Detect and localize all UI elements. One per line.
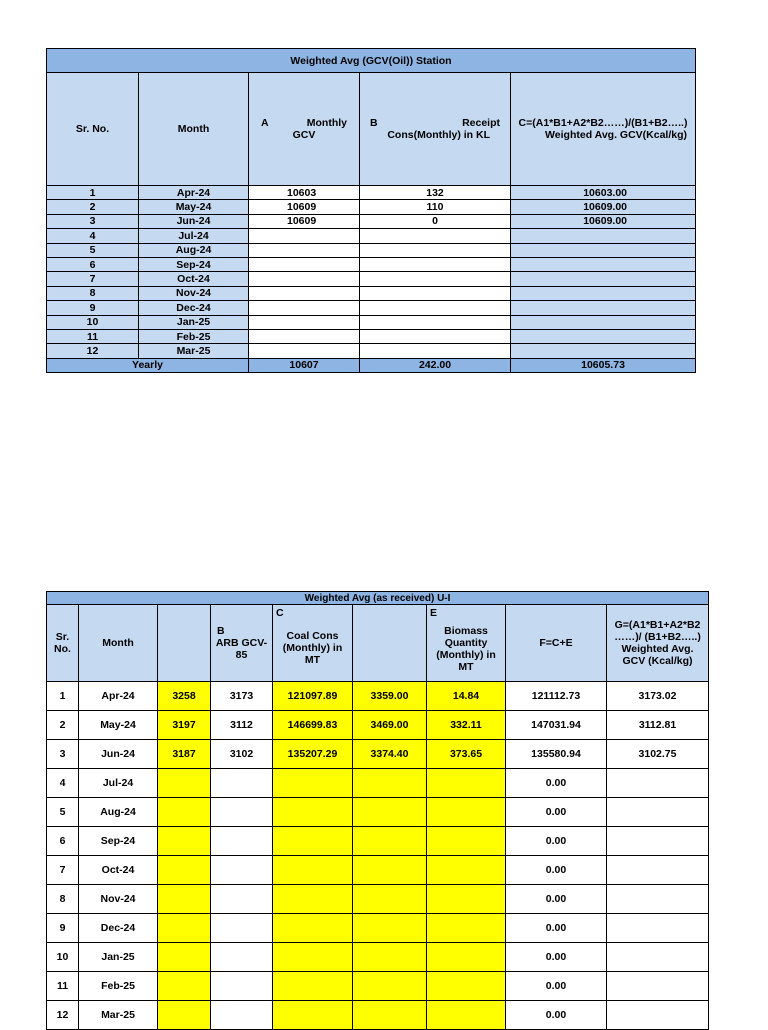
row-biomass (427, 914, 506, 943)
row-receipt-cons (360, 257, 511, 271)
row-coal-cons (273, 769, 353, 798)
coal-table-row (47, 914, 709, 943)
row-sr-no: 1 (47, 682, 79, 711)
header-b-text2: Cons(Monthly) in KL (387, 129, 490, 141)
row-weighted-avg (511, 229, 696, 243)
header-blank-d (353, 605, 427, 682)
row-biomass: 14.84 (427, 682, 506, 711)
row-weighted-avg: 10609.00 (511, 200, 696, 214)
row-coal-cons: 146699.83 (273, 711, 353, 740)
row-monthly-gcv (249, 344, 360, 358)
row-f-total: 0.00 (506, 798, 607, 827)
row-coal-cons (273, 798, 353, 827)
row-sr-no: 3 (47, 214, 139, 228)
row-coal-cons (273, 1001, 353, 1030)
row-monthly-gcv (249, 229, 360, 243)
row-coal-cons (273, 885, 353, 914)
row-f-total: 0.00 (506, 769, 607, 798)
row-col-a (158, 798, 211, 827)
row-receipt-cons (360, 272, 511, 286)
row-sr-no: 11 (47, 329, 139, 343)
row-sr-no: 2 (47, 200, 139, 214)
row-weighted-avg (607, 798, 709, 827)
oil-table-row (47, 315, 696, 329)
row-sr-no: 4 (47, 769, 79, 798)
oil-table-row (47, 257, 696, 271)
row-month: Jan-25 (79, 943, 158, 972)
row-col-d (353, 827, 427, 856)
oil-table-title: Weighted Avg (GCV(Oil)) Station (47, 49, 696, 73)
oil-table-row (47, 344, 696, 358)
coal-table-row (47, 943, 709, 972)
row-f-total: 147031.94 (506, 711, 607, 740)
coal-table-row (47, 885, 709, 914)
row-weighted-avg (607, 827, 709, 856)
row-receipt-cons (360, 344, 511, 358)
row-col-d: 3359.00 (353, 682, 427, 711)
row-biomass (427, 856, 506, 885)
row-f-total: 0.00 (506, 943, 607, 972)
header-monthly-gcv (249, 73, 360, 186)
oil-table-title-row (47, 49, 696, 73)
row-arb-gcv (211, 798, 273, 827)
header-a-text2: GCV (292, 129, 316, 141)
row-month: Jul-24 (139, 229, 249, 243)
row-month: Dec-24 (79, 914, 158, 943)
yearly-receipt-cons: 242.00 (360, 358, 511, 372)
header-biomass (427, 605, 506, 682)
row-receipt-cons (360, 315, 511, 329)
row-weighted-avg (511, 329, 696, 343)
row-weighted-avg: 3112.81 (607, 711, 709, 740)
row-sr-no: 8 (47, 885, 79, 914)
row-coal-cons (273, 914, 353, 943)
header-coal-cons (273, 605, 353, 682)
oil-table-row (47, 186, 696, 200)
row-f-total: 0.00 (506, 827, 607, 856)
row-weighted-avg (607, 769, 709, 798)
row-month: Dec-24 (139, 301, 249, 315)
row-monthly-gcv (249, 243, 360, 257)
row-arb-gcv: 3173 (211, 682, 273, 711)
header-b-letter: B (217, 625, 225, 637)
yearly-label: Yearly (47, 358, 249, 372)
row-biomass (427, 885, 506, 914)
row-f-total: 0.00 (506, 856, 607, 885)
oil-table-row (47, 301, 696, 315)
row-col-a: 3187 (158, 740, 211, 769)
row-sr-no: 11 (47, 972, 79, 1001)
header-sr-no: Sr. No. (47, 73, 139, 186)
row-coal-cons (273, 943, 353, 972)
header-month: Month (79, 605, 158, 682)
row-arb-gcv (211, 972, 273, 1001)
row-weighted-avg (607, 914, 709, 943)
row-weighted-avg: 10603.00 (511, 186, 696, 200)
row-sr-no: 10 (47, 315, 139, 329)
header-blank-a (158, 605, 211, 682)
row-weighted-avg (607, 856, 709, 885)
row-weighted-avg (511, 257, 696, 271)
row-receipt-cons: 0 (360, 214, 511, 228)
oil-table-row (47, 214, 696, 228)
row-monthly-gcv (249, 301, 360, 315)
header-weighted-avg (511, 73, 696, 186)
row-col-d: 3469.00 (353, 711, 427, 740)
row-biomass (427, 943, 506, 972)
row-arb-gcv (211, 769, 273, 798)
row-month: Mar-25 (79, 1001, 158, 1030)
row-weighted-avg: 3173.02 (607, 682, 709, 711)
row-sr-no: 3 (47, 740, 79, 769)
row-month: Nov-24 (79, 885, 158, 914)
row-monthly-gcv (249, 315, 360, 329)
row-coal-cons (273, 856, 353, 885)
row-col-d (353, 943, 427, 972)
row-month: Oct-24 (139, 272, 249, 286)
row-weighted-avg (511, 272, 696, 286)
row-month: Mar-25 (139, 344, 249, 358)
row-coal-cons (273, 972, 353, 1001)
row-weighted-avg: 3102.75 (607, 740, 709, 769)
row-f-total: 0.00 (506, 1001, 607, 1030)
row-col-d (353, 914, 427, 943)
coal-table-row (47, 856, 709, 885)
row-col-d (353, 1001, 427, 1030)
row-monthly-gcv (249, 286, 360, 300)
oil-table-row (47, 286, 696, 300)
row-month: Aug-24 (79, 798, 158, 827)
header-sr-no: Sr. No. (47, 605, 79, 682)
row-col-a (158, 827, 211, 856)
row-col-a (158, 972, 211, 1001)
row-arb-gcv: 3112 (211, 711, 273, 740)
oil-table-row (47, 243, 696, 257)
coal-table-row (47, 972, 709, 1001)
row-col-a (158, 943, 211, 972)
row-weighted-avg (511, 315, 696, 329)
row-arb-gcv (211, 943, 273, 972)
row-weighted-avg (511, 301, 696, 315)
oil-table-row (47, 200, 696, 214)
header-e-letter: E (430, 607, 438, 619)
row-biomass: 373.65 (427, 740, 506, 769)
row-receipt-cons: 110 (360, 200, 511, 214)
row-month: Jun-24 (79, 740, 158, 769)
row-col-d (353, 798, 427, 827)
row-col-a (158, 914, 211, 943)
row-month: Feb-25 (79, 972, 158, 1001)
row-monthly-gcv: 10609 (249, 214, 360, 228)
row-sr-no: 2 (47, 711, 79, 740)
row-col-a (158, 885, 211, 914)
oil-yearly-row (47, 358, 696, 372)
header-a-text: Monthly (306, 117, 347, 129)
row-sr-no: 10 (47, 943, 79, 972)
row-month: Jan-25 (139, 315, 249, 329)
header-b-letter: B (370, 117, 378, 129)
row-col-a: 3258 (158, 682, 211, 711)
row-month: Feb-25 (139, 329, 249, 343)
row-monthly-gcv (249, 257, 360, 271)
row-monthly-gcv: 10609 (249, 200, 360, 214)
row-col-a: 3197 (158, 711, 211, 740)
row-sr-no: 7 (47, 856, 79, 885)
row-weighted-avg (607, 972, 709, 1001)
row-biomass (427, 1001, 506, 1030)
row-receipt-cons: 132 (360, 186, 511, 200)
row-coal-cons: 135207.29 (273, 740, 353, 769)
row-sr-no: 12 (47, 1001, 79, 1030)
row-month: Sep-24 (139, 257, 249, 271)
coal-table-title: Weighted Avg (as received) U-I (47, 592, 709, 605)
header-g: G=(A1*B1+A2*B2 ……)/ (B1+B2…..) Weighted Avg. GCV (Kcal/kg) (607, 605, 709, 682)
row-coal-cons (273, 827, 353, 856)
row-biomass (427, 769, 506, 798)
row-f-total: 0.00 (506, 972, 607, 1001)
row-col-a (158, 769, 211, 798)
header-c-letter: C (276, 607, 284, 619)
header-c-text: C=(A1*B1+A2*B2……)/(B1+B2…..) (518, 117, 688, 129)
header-receipt-cons (360, 73, 511, 186)
row-monthly-gcv (249, 329, 360, 343)
row-sr-no: 6 (47, 827, 79, 856)
row-sr-no: 1 (47, 186, 139, 200)
row-col-d (353, 885, 427, 914)
row-weighted-avg (607, 1001, 709, 1030)
row-col-a (158, 856, 211, 885)
row-sr-no: 7 (47, 272, 139, 286)
oil-gcv-table (46, 48, 696, 373)
row-sr-no: 6 (47, 257, 139, 271)
row-arb-gcv: 3102 (211, 740, 273, 769)
coal-gcv-table (46, 591, 709, 1030)
coal-table-title-row (47, 592, 709, 605)
row-month: Sep-24 (79, 827, 158, 856)
oil-table-row (47, 272, 696, 286)
row-sr-no: 5 (47, 243, 139, 257)
row-biomass (427, 827, 506, 856)
row-sr-no: 5 (47, 798, 79, 827)
row-sr-no: 4 (47, 229, 139, 243)
row-f-total: 121112.73 (506, 682, 607, 711)
coal-table-row (47, 1001, 709, 1030)
row-col-d (353, 972, 427, 1001)
row-weighted-avg (511, 344, 696, 358)
coal-table-header-row (47, 605, 709, 682)
row-f-total: 0.00 (506, 885, 607, 914)
row-month: Oct-24 (79, 856, 158, 885)
row-col-d (353, 769, 427, 798)
row-month: Jun-24 (139, 214, 249, 228)
row-receipt-cons (360, 229, 511, 243)
row-arb-gcv (211, 827, 273, 856)
row-weighted-avg (511, 243, 696, 257)
row-col-a (158, 1001, 211, 1030)
coal-table-row (47, 769, 709, 798)
header-f: F=C+E (506, 605, 607, 682)
coal-table-row (47, 711, 709, 740)
oil-table-header-row (47, 73, 696, 186)
row-monthly-gcv: 10603 (249, 186, 360, 200)
row-sr-no: 8 (47, 286, 139, 300)
row-sr-no: 9 (47, 301, 139, 315)
row-biomass: 332.11 (427, 711, 506, 740)
coal-table-row (47, 682, 709, 711)
row-sr-no: 9 (47, 914, 79, 943)
row-col-d: 3374.40 (353, 740, 427, 769)
row-monthly-gcv (249, 272, 360, 286)
row-receipt-cons (360, 286, 511, 300)
yearly-monthly-gcv: 10607 (249, 358, 360, 372)
row-month: May-24 (139, 200, 249, 214)
header-b-text: ARB GCV-85 (215, 637, 268, 661)
row-weighted-avg: 10609.00 (511, 214, 696, 228)
row-month: Nov-24 (139, 286, 249, 300)
row-arb-gcv (211, 1001, 273, 1030)
header-month: Month (139, 73, 249, 186)
row-weighted-avg (511, 286, 696, 300)
header-arb-gcv (211, 605, 273, 682)
row-month: Apr-24 (139, 186, 249, 200)
row-f-total: 135580.94 (506, 740, 607, 769)
row-biomass (427, 972, 506, 1001)
header-b-text: Receipt (462, 117, 500, 129)
oil-table-row (47, 329, 696, 343)
coal-table-row (47, 740, 709, 769)
row-weighted-avg (607, 943, 709, 972)
header-e-text: Biomass Quantity (Monthly) in MT (436, 625, 496, 673)
row-col-d (353, 856, 427, 885)
row-weighted-avg (607, 885, 709, 914)
row-month: Aug-24 (139, 243, 249, 257)
header-c-text: Coal Cons (Monthly) in MT (282, 630, 343, 666)
row-arb-gcv (211, 885, 273, 914)
header-c-text2: Weighted Avg. GCV(Kcal/kg) (545, 129, 688, 141)
row-month: May-24 (79, 711, 158, 740)
oil-table-row (47, 229, 696, 243)
header-a-letter: A (261, 117, 269, 129)
coal-table-row (47, 798, 709, 827)
row-coal-cons: 121097.89 (273, 682, 353, 711)
row-receipt-cons (360, 329, 511, 343)
row-arb-gcv (211, 856, 273, 885)
row-arb-gcv (211, 914, 273, 943)
row-receipt-cons (360, 301, 511, 315)
row-month: Apr-24 (79, 682, 158, 711)
yearly-weighted-avg: 10605.73 (511, 358, 696, 372)
row-sr-no: 12 (47, 344, 139, 358)
row-receipt-cons (360, 243, 511, 257)
row-month: Jul-24 (79, 769, 158, 798)
row-biomass (427, 798, 506, 827)
row-f-total: 0.00 (506, 914, 607, 943)
coal-table-row (47, 827, 709, 856)
